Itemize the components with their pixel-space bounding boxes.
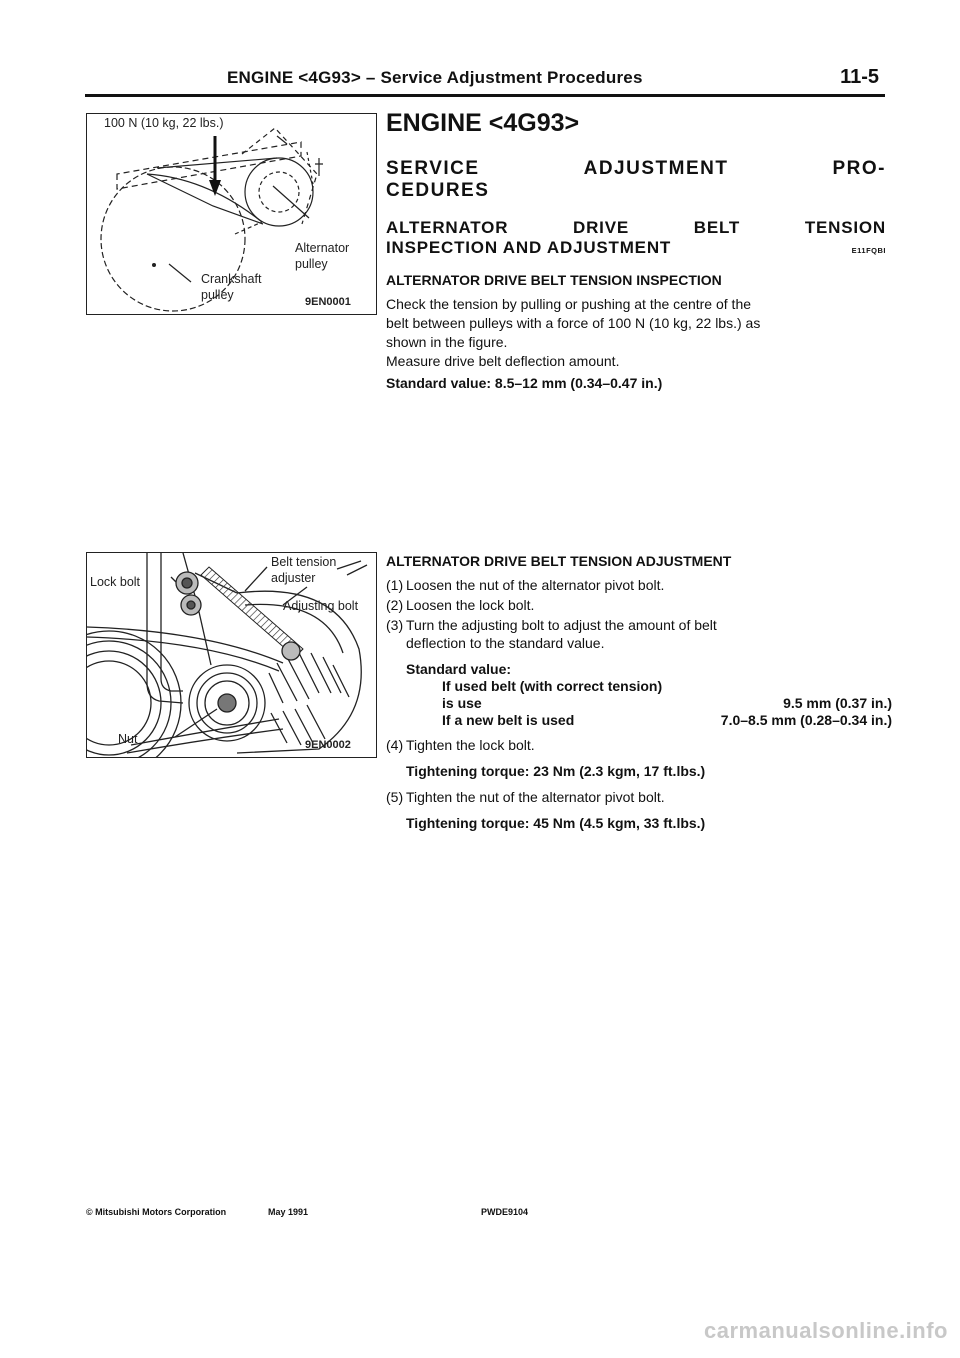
new-belt-value: 7.0–8.5 mm (0.28–0.34 in.) bbox=[720, 712, 892, 728]
label-force: 100 N (10 kg, 22 lbs.) bbox=[104, 116, 224, 130]
step-number: (3) bbox=[386, 617, 404, 633]
inspection-text bbox=[386, 295, 891, 371]
label-belt-tension: Belt tension bbox=[271, 555, 337, 569]
section-title bbox=[386, 158, 886, 202]
label-lock-bolt: Lock bolt bbox=[90, 575, 141, 589]
inspection-line: belt between pulleys with a force of 100 N (10 kg, 22 lbs.) as bbox=[386, 315, 761, 331]
section-title-word: PRO- bbox=[832, 158, 886, 179]
step-text: Turn the adjusting bolt to adjust the amount of belt bbox=[406, 617, 717, 633]
figure-code: 9EN0001 bbox=[305, 296, 351, 308]
label-crankshaft: Crankshaft bbox=[201, 272, 262, 286]
footer-date: May 1991 bbox=[268, 1207, 309, 1217]
step-text: Tighten the lock bolt. bbox=[406, 737, 535, 753]
used-belt-value: 9.5 mm (0.37 in.) bbox=[783, 695, 892, 711]
step-number: (2) bbox=[386, 597, 404, 613]
subsection-title bbox=[386, 218, 886, 258]
page-header bbox=[85, 62, 885, 97]
figure-belt-inspection bbox=[86, 113, 377, 315]
page-number: 11-5 bbox=[840, 66, 879, 88]
label-crankshaft-pulley: pulley bbox=[201, 288, 234, 302]
adj-standard-label: Standard value: bbox=[406, 661, 512, 677]
step-number: (1) bbox=[386, 577, 404, 593]
torque-1: Tightening torque: 23 Nm (2.3 kgm, 17 ft.lbs.) bbox=[406, 763, 706, 779]
footer-code: PWDE9104 bbox=[481, 1207, 529, 1217]
section-title-word: SERVICE bbox=[386, 158, 480, 179]
section-title-word: ADJUSTMENT bbox=[583, 158, 729, 179]
subsection-word: ALTERNATOR bbox=[386, 218, 509, 237]
subsection-line2: INSPECTION AND ADJUSTMENT bbox=[386, 238, 672, 257]
inspection-heading: ALTERNATOR DRIVE BELT TENSION INSPECTION bbox=[386, 272, 722, 288]
label-belt-tension-adjuster: adjuster bbox=[271, 571, 316, 585]
torque-2: Tightening torque: 45 Nm (4.5 kgm, 33 ft.lbs.) bbox=[406, 815, 706, 831]
step-text-cont: deflection to the standard value. bbox=[406, 635, 605, 651]
step-number: (4) bbox=[386, 737, 404, 753]
footer-copyright: © Mitsubishi Motors Corporation bbox=[86, 1207, 227, 1217]
new-belt-line: If a new belt is used bbox=[442, 712, 575, 728]
figure-code: 9EN0002 bbox=[305, 739, 351, 751]
used-belt-line-2: is use bbox=[442, 695, 482, 711]
label-adjusting-bolt: Adjusting bolt bbox=[283, 599, 359, 613]
section-code: E11FQBI bbox=[851, 246, 886, 255]
subsection-word: DRIVE bbox=[573, 218, 629, 237]
figure-belt-adjustment bbox=[86, 552, 377, 758]
inspection-line: Check the tension by pulling or pushing at the centre of the bbox=[386, 296, 752, 312]
inspection-line: shown in the figure. bbox=[386, 334, 508, 350]
header-title: ENGINE <4G93> – Service Adjustment Procedures bbox=[227, 68, 643, 87]
label-nut: Nut bbox=[118, 732, 138, 746]
watermark: carmanualsonline.info bbox=[704, 1318, 948, 1343]
inspection-line: Measure drive belt deflection amount. bbox=[386, 353, 620, 369]
adjustment-standard-values bbox=[406, 661, 892, 729]
inspection-standard-value: Standard value: 8.5–12 mm (0.34–0.47 in.) bbox=[386, 375, 663, 391]
step-number: (5) bbox=[386, 789, 404, 805]
step-text: Tighten the nut of the alternator pivot bolt. bbox=[406, 789, 665, 805]
adjustment-heading: ALTERNATOR DRIVE BELT TENSION ADJUSTMENT bbox=[386, 553, 732, 569]
used-belt-line: If used belt (with correct tension) bbox=[442, 678, 663, 694]
label-alternator: Alternator bbox=[295, 241, 350, 255]
subsection-word: BELT bbox=[693, 218, 741, 237]
step-text: Loosen the lock bolt. bbox=[406, 597, 535, 613]
step-text: Loosen the nut of the alternator pivot bolt. bbox=[406, 577, 665, 593]
engine-title: ENGINE <4G93> bbox=[386, 109, 580, 137]
section-title-line2: CEDURES bbox=[386, 180, 490, 201]
label-alternator-pulley: pulley bbox=[295, 257, 328, 271]
subsection-word: TENSION bbox=[804, 218, 886, 237]
